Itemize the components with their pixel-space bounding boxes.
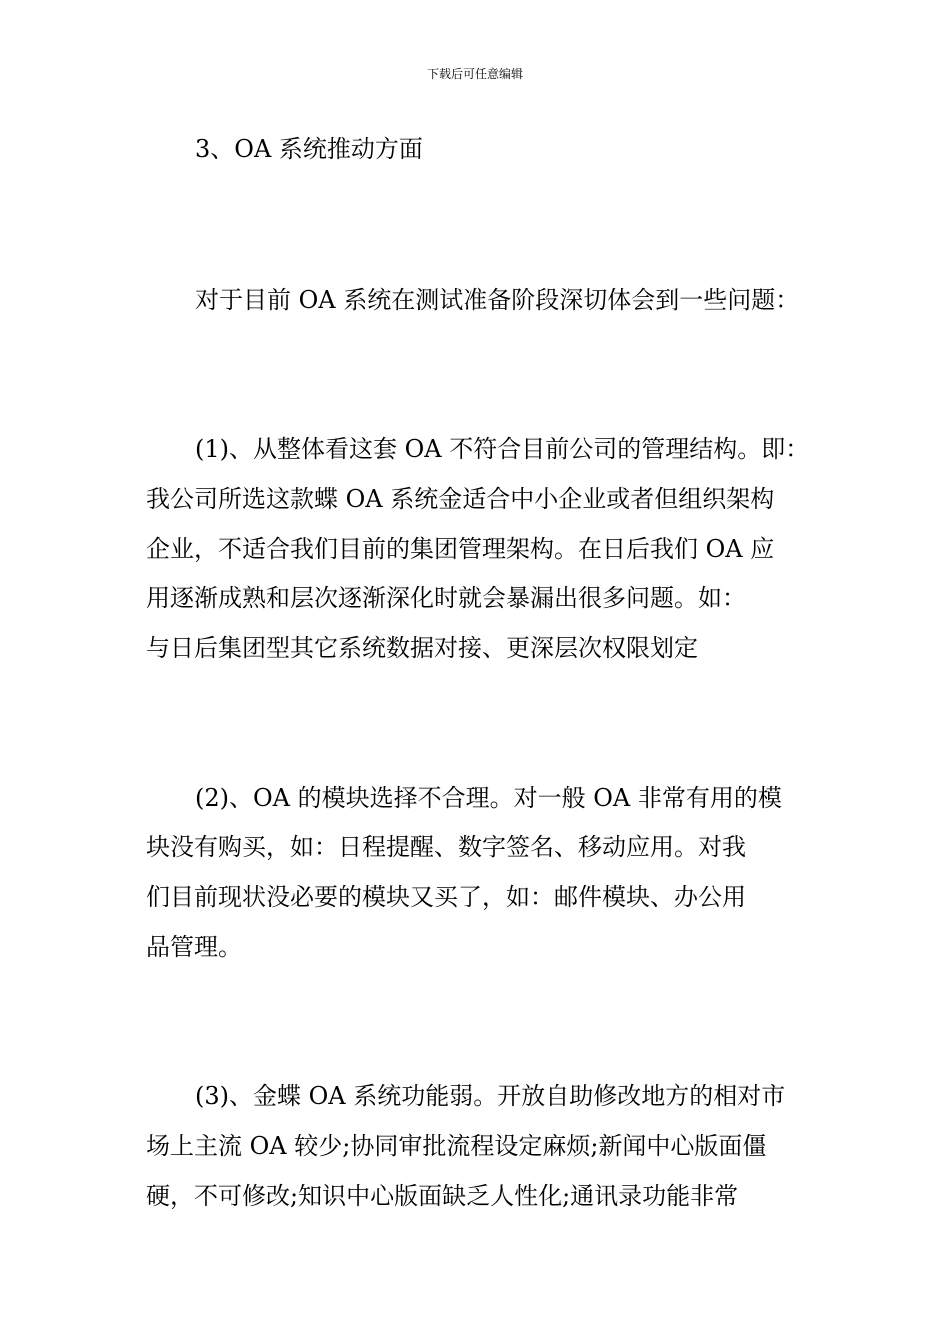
paragraph-line: 场上主流 OA 较少;协同审批流程设定麻烦;新闻中心版面僵 bbox=[146, 1132, 767, 1160]
paragraph-line: (1)、从整体看这套 OA 不符合目前公司的管理结构。即： bbox=[195, 435, 810, 463]
paragraph-line: 企业，不适合我们目前的集团管理架构。在日后我们 OA 应 bbox=[146, 535, 775, 563]
paragraph-line: 用逐渐成熟和层次逐渐深化时就会暴漏出很多问题。如： bbox=[146, 584, 746, 612]
page-header-note: 下载后可任意编辑 bbox=[426, 67, 523, 81]
paragraph-line: 我公司所选这款蝶 OA 系统金适合中小企业或者但组织架构 bbox=[146, 485, 775, 513]
paragraph-line: 块没有购买，如：日程提醒、数字签名、移动应用。对我 bbox=[146, 833, 746, 861]
paragraph-line: (2)、OA 的模块选择不合理。对一般 OA 非常有用的模 bbox=[195, 784, 782, 812]
intro-paragraph: 对于目前 OA 系统在测试准备阶段深切体会到一些问题： bbox=[195, 286, 800, 314]
paragraph-line: (3)、金蝶 OA 系统功能弱。开放自助修改地方的相对市 bbox=[195, 1082, 786, 1110]
paragraph-line: 与日后集团型其它系统数据对接、更深层次权限划定 bbox=[146, 634, 698, 662]
paragraph-line: 硬，不可修改;知识中心版面缺乏人性化;通讯录功能非常 bbox=[146, 1182, 739, 1210]
paragraph-line: 品管理。 bbox=[146, 933, 242, 961]
section-heading: 3、OA 系统推动方面 bbox=[195, 135, 423, 163]
paragraph-line: 们目前现状没必要的模块又买了，如：邮件模块、办公用 bbox=[146, 883, 746, 911]
